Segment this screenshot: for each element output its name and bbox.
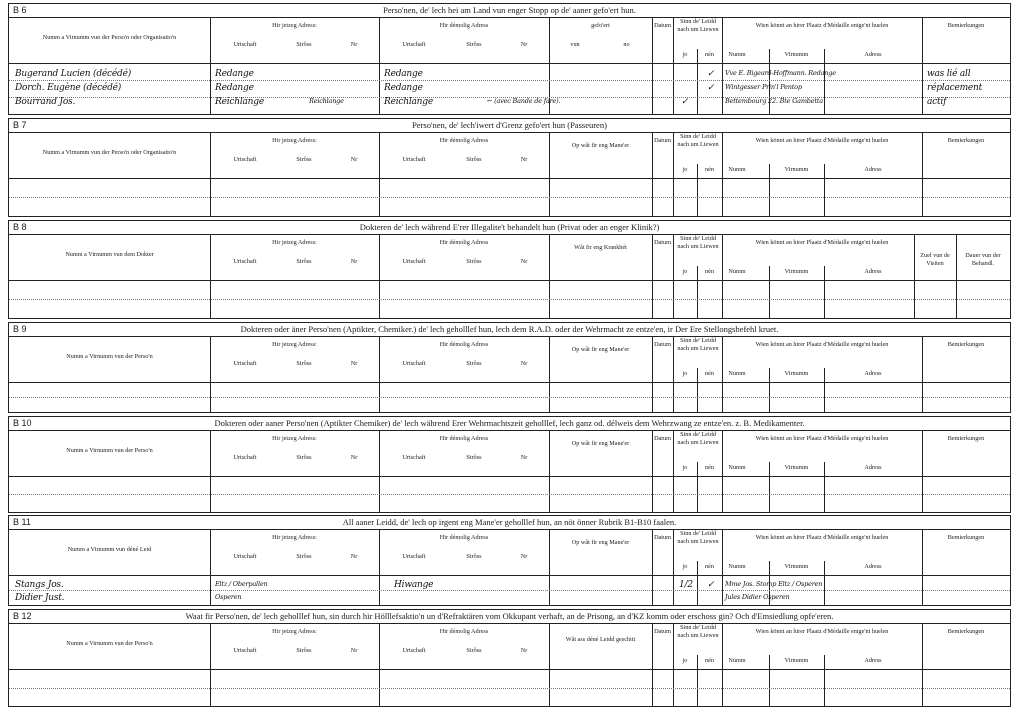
street-header: Strôss: [296, 360, 312, 367]
column-divider: [379, 234, 380, 318]
section-heading: Perso'nen, de' lech'iwert d'Grenz gefo'ert hun (Passeuren): [412, 120, 607, 130]
section-title-bar: [9, 221, 1010, 235]
medal-header: Wien könnt an hirer Plaatz d'Médaille entge'nt huelen: [755, 137, 889, 144]
former-address-header: Hir démolig Adress: [439, 341, 489, 348]
name-column-header: Numm a Virnumm vun der Perso'n: [66, 447, 153, 454]
place-header: Urtschaft: [402, 41, 426, 48]
current-address-header: Hir jetzeg Adress:: [272, 137, 317, 144]
yes-header: jo: [682, 166, 688, 173]
entry-name: Didier Just.: [15, 593, 65, 603]
entry-current-place: Osperen: [215, 593, 242, 601]
manner-header: Op wât fir eng Mane'er: [571, 539, 630, 546]
place-header: Urtschaft: [402, 360, 426, 367]
medal-address-header: Adress: [864, 464, 882, 471]
name-column-header: Numm a Virnumm vun der Perso'n oder Organisatio'n: [42, 34, 177, 41]
from-header: vun: [570, 41, 580, 48]
section-code: B 8: [13, 222, 27, 232]
row-guide: [9, 494, 1010, 495]
remarks-header: Bemierkungen: [947, 534, 985, 541]
header-divider: [9, 178, 1010, 179]
entry-medal-recipient: Jules Didier Osperen: [725, 593, 790, 601]
alive-no-mark: ✓: [707, 69, 715, 79]
column-divider: [210, 132, 211, 216]
section-heading: Dokteren oder äner Perso'nen (Aptikter, Chemiker.) de' lech geholllef hun, lech dem R.A.D. oder der Wehrmacht ze entze'en, ir Der Ere Stellongsbefehl kruet.: [240, 324, 779, 334]
place-header: Urtschaft: [233, 553, 257, 560]
header-divider: [9, 669, 1010, 670]
medal-surname-header: Numm: [728, 464, 746, 471]
entry-led-note: ← (avec Bande de fare).: [487, 97, 561, 105]
header-divider: [9, 280, 1010, 281]
column-divider: [379, 17, 380, 114]
led-header: gefo'ert: [591, 22, 610, 29]
section-code: B 11: [13, 517, 31, 527]
medal-address-header: Adress: [864, 657, 882, 664]
current-address-header: Hir jetzeg Adress:: [272, 22, 317, 29]
nr-header: Nr: [520, 553, 528, 560]
section-heading: Dokteren de' lech während E'rer Illegalite't behandelt hun (Privat oder an enger Klinik?): [359, 222, 660, 232]
alive-header: Sinn de' Leidd nach um Liewen: [677, 133, 719, 148]
medal-surname-header: Numm: [728, 51, 746, 58]
alive-header: Sinn de' Leidd nach um Liewen: [677, 624, 719, 639]
remarks-header: Bemierkungen: [947, 435, 985, 442]
column-divider: [673, 132, 674, 216]
what-happened-header: Wât ass déné Leidd geschitt: [565, 636, 636, 643]
duration-header: Dauer vun der Behandl.: [965, 252, 1001, 267]
medal-surname-header: Numm: [728, 166, 746, 173]
column-divider: [652, 17, 653, 114]
nr-header: Nr: [350, 647, 358, 654]
medal-address-header: Adress: [864, 370, 882, 377]
yes-header: jo: [682, 563, 688, 570]
entry-name: Bugerand Lucien (décédé): [15, 69, 132, 79]
entry-name: Bourrand Jos.: [15, 97, 76, 107]
former-address-header: Hir démolig Adress: [439, 435, 489, 442]
no-header: nén: [705, 464, 714, 471]
column-divider: [673, 623, 674, 706]
header-divider: [9, 575, 1010, 576]
section-heading: Dokteren oder aaner Perso'nen (Aptikter Chemiker) de' lech während Erer Wehrmachtszeit geholllef, lech ganz od. délweis dem Wehrzwang ze entze'en. z. B. Medikamenter.: [214, 418, 805, 428]
section-title-bar: [9, 610, 1010, 624]
current-address-header: Hir jetzeg Adress:: [272, 341, 317, 348]
no-header: nén: [705, 657, 714, 664]
section-title-bar: [9, 4, 1010, 18]
section-b7: [8, 118, 1011, 217]
yes-no-divider: [697, 49, 698, 114]
place-header: Urtschaft: [233, 360, 257, 367]
entry-former-place: Redange: [384, 69, 423, 79]
remarks-header: Bemierkungen: [947, 341, 985, 348]
nr-header: Nr: [520, 156, 528, 163]
manner-header: Op wât fir eng Mane'er: [571, 346, 630, 353]
section-code: B 9: [13, 324, 27, 334]
place-header: Urtschaft: [233, 647, 257, 654]
entry-current-street: Reichlange: [309, 97, 344, 105]
nr-header: Nr: [520, 454, 528, 461]
date-header: Datum: [654, 534, 671, 541]
column-divider: [914, 234, 915, 318]
street-header: Strôss: [466, 454, 482, 461]
section-heading: All aaner Leidd, de' lech op irgent eng Mane'er geholllef hun, an nöt önner Rubrik B1-B10 faalen.: [342, 517, 677, 527]
section-b8: [8, 220, 1011, 319]
place-header: Urtschaft: [402, 553, 426, 560]
nr-header: Nr: [350, 258, 358, 265]
section-code: B 7: [13, 120, 27, 130]
nr-header: Nr: [520, 258, 528, 265]
place-header: Urtschaft: [233, 156, 257, 163]
entry-remark: actif: [927, 97, 947, 107]
section-code: B 6: [13, 5, 27, 15]
former-address-header: Hir démolig Adress: [439, 137, 489, 144]
nr-header: Nr: [520, 41, 528, 48]
section-heading: Perso'nen, de' lech hei am Land vun enger Stopp op de' aaner gefo'ert hun.: [383, 5, 636, 15]
entry-current-place: Redange: [215, 69, 254, 79]
name-column-header: Numm a Virnumm vun der Perso'n: [66, 640, 153, 647]
nr-header: Nr: [350, 553, 358, 560]
nr-header: Nr: [520, 360, 528, 367]
entry-former-place: Redange: [384, 83, 423, 93]
visits-header: Zuel vun de Visiten: [920, 252, 950, 267]
row-guide: [9, 80, 1010, 81]
name-column-header: Numm a Virnumm vun dem Dokter: [65, 251, 154, 258]
entry-name: Stangs Jos.: [15, 580, 64, 590]
entry-medal-recipient: Wintgesser Prin'l Pentop: [725, 83, 802, 91]
entry-current-place: Eltz / Oberpallen: [215, 580, 268, 588]
name-column-header: Numm a Virnumm vun der Perso'n oder Organisatio'n: [42, 149, 177, 156]
place-header: Urtschaft: [402, 647, 426, 654]
place-header: Urtschaft: [233, 258, 257, 265]
nr-header: Nr: [520, 647, 528, 654]
row-guide: [9, 688, 1010, 689]
former-address-header: Hir démolig Adress: [439, 22, 489, 29]
medal-firstname-header: Virnumm: [784, 51, 809, 58]
section-title-bar: [9, 323, 1010, 337]
entry-name: Dorch. Eugène (décédé): [15, 83, 122, 93]
street-header: Strôss: [466, 156, 482, 163]
nr-header: Nr: [350, 41, 358, 48]
row-guide: [9, 299, 1010, 300]
section-b9: [8, 322, 1011, 413]
column-divider: [210, 17, 211, 114]
date-header: Datum: [654, 435, 671, 442]
alive-no-mark: ✓: [707, 83, 715, 93]
medal-surname-header: Numm: [728, 657, 746, 664]
medal-firstname-header: Virnumm: [784, 370, 809, 377]
date-header: Datum: [654, 628, 671, 635]
medal-firstname-header: Virnumm: [784, 166, 809, 173]
alive-mark: 1/2: [679, 580, 693, 590]
section-code: B 10: [13, 418, 32, 428]
medal-firstname-header: Virnumm: [784, 563, 809, 570]
name-column-header: Numm a Virnumm vun der Perso'n: [66, 353, 153, 360]
medal-header: Wien könnt an hirer Plaatz d'Médaille entge'nt huelen: [755, 534, 889, 541]
medal-address-header: Adress: [864, 268, 882, 275]
medal-address-header: Adress: [864, 166, 882, 173]
column-divider: [379, 132, 380, 216]
alive-no-mark: ✓: [707, 580, 715, 590]
current-address-header: Hir jetzeg Adress:: [272, 628, 317, 635]
street-header: Strôss: [466, 41, 482, 48]
medal-subdivider: [824, 49, 825, 114]
header-divider: [9, 476, 1010, 477]
section-b12: [8, 609, 1011, 707]
street-header: Strôss: [466, 647, 482, 654]
no-header: nén: [705, 51, 714, 58]
section-heading: Waat fir Perso'nen, de' lech geholllef hun, sin durch hir Hölllefsaktio'n un d'Refraktären vom Okkupant verhaft, an de Prisong, an d'KZ komm oder erschoss gin? Och d'Emsiedlung opfe'eren.: [185, 611, 834, 621]
yes-header: jo: [682, 268, 688, 275]
section-code: B 12: [13, 611, 32, 621]
medal-header: Wien könnt an hirer Plaatz d'Médaille entge'nt huelen: [755, 341, 889, 348]
column-divider: [922, 132, 923, 216]
medal-firstname-header: Virnumm: [784, 464, 809, 471]
remarks-header: Bemierkungen: [947, 628, 985, 635]
row-guide: [9, 397, 1010, 398]
column-divider: [652, 234, 653, 318]
alive-header: Sinn de' Leidd nach um Liewen: [677, 337, 719, 352]
nr-header: Nr: [350, 156, 358, 163]
section-title-bar: [9, 119, 1010, 133]
manner-header: Op wât fir eng Mane'er: [571, 142, 630, 149]
medal-address-header: Adress: [864, 563, 882, 570]
street-header: Strôss: [296, 454, 312, 461]
column-divider: [673, 234, 674, 318]
medal-header: Wien könnt an hirer Plaatz d'Médaille entge'nt huelen: [755, 628, 889, 635]
section-title-bar: [9, 516, 1010, 530]
medal-surname-header: Numm: [728, 268, 746, 275]
entry-former-place: Hiwange: [394, 580, 434, 590]
yes-header: jo: [682, 370, 688, 377]
nr-header: Nr: [350, 360, 358, 367]
medal-header: Wien könnt an hirer Plaatz d'Médaille entge'nt huelen: [755, 239, 889, 246]
street-header: Strôss: [296, 258, 312, 265]
yes-header: jo: [682, 657, 688, 664]
entry-medal-recipient: Mme Jos. Stomp Eltz / Osperen: [725, 580, 823, 588]
header-divider: [9, 382, 1010, 383]
yes-header: jo: [682, 51, 688, 58]
remarks-header: Bemierkungen: [947, 22, 985, 29]
form-sheet: [8, 3, 1011, 709]
entry-former-place: Reichlange: [384, 97, 433, 107]
place-header: Urtschaft: [402, 258, 426, 265]
current-address-header: Hir jetzeg Adress:: [272, 239, 317, 246]
yes-header: jo: [682, 464, 688, 471]
place-header: Urtschaft: [233, 454, 257, 461]
column-divider: [722, 623, 723, 706]
former-address-header: Hir démolig Adress: [439, 534, 489, 541]
street-header: Strôss: [296, 156, 312, 163]
date-header: Datum: [654, 137, 671, 144]
section-b11: [8, 515, 1011, 606]
medal-surname-header: Numm: [728, 370, 746, 377]
medal-header: Wien könnt an hirer Plaatz d'Médaille entge'nt huelen: [755, 22, 889, 29]
section-b10: [8, 416, 1011, 513]
no-header: nén: [705, 370, 714, 377]
entry-medal-recipient: Vve E. Bigeard-Hoffmann. Redange: [725, 69, 836, 77]
street-header: Strôss: [296, 553, 312, 560]
row-guide: [9, 590, 1010, 591]
date-header: Datum: [654, 341, 671, 348]
column-divider: [722, 234, 723, 318]
date-header: Datum: [654, 22, 671, 29]
entry-current-place: Reichlange: [215, 97, 264, 107]
medal-address-header: Adress: [864, 51, 882, 58]
street-header: Strôss: [296, 41, 312, 48]
entry-remark: was lié all: [927, 69, 971, 79]
current-address-header: Hir jetzeg Adress:: [272, 534, 317, 541]
former-address-header: Hir démolig Adress: [439, 628, 489, 635]
entry-remark: réplacement: [927, 83, 983, 93]
current-address-header: Hir jetzeg Adress:: [272, 435, 317, 442]
section-b6: [8, 3, 1011, 115]
medal-firstname-header: Virnumm: [784, 268, 809, 275]
to-header: no: [623, 41, 630, 48]
nr-header: Nr: [350, 454, 358, 461]
column-divider: [673, 17, 674, 114]
alive-yes-mark: ✓: [681, 97, 689, 107]
street-header: Strôss: [296, 647, 312, 654]
column-divider: [722, 132, 723, 216]
street-header: Strôss: [466, 553, 482, 560]
header-divider: [9, 63, 1010, 64]
street-header: Strôss: [466, 258, 482, 265]
row-guide: [9, 197, 1010, 198]
place-header: Urtschaft: [402, 156, 426, 163]
former-address-header: Hir démolig Adress: [439, 239, 489, 246]
no-header: nén: [705, 268, 714, 275]
column-divider: [652, 132, 653, 216]
medal-surname-header: Numm: [728, 563, 746, 570]
name-column-header: Numm a Virnumm vun déné Leid: [67, 546, 152, 553]
no-header: nén: [705, 166, 714, 173]
date-header: Datum: [654, 239, 671, 246]
alive-header: Sinn de' Leidd nach um Liewen: [677, 235, 719, 250]
no-header: nén: [705, 563, 714, 570]
entry-medal-recipient: Bettembourg 22. Bte Gambetta: [725, 97, 823, 105]
illness-header: Wât fir eng Krankhét: [574, 244, 627, 251]
medal-firstname-header: Virnumm: [784, 657, 809, 664]
column-divider: [922, 17, 923, 114]
alive-header: Sinn de' Leidd nach um Liewen: [677, 18, 719, 33]
column-divider: [956, 234, 957, 318]
manner-header: Op wât fir eng Mane'er: [571, 440, 630, 447]
place-header: Urtschaft: [233, 41, 257, 48]
column-divider: [722, 17, 723, 114]
alive-header: Sinn de' Leidd nach um Liewen: [677, 530, 719, 545]
place-header: Urtschaft: [402, 454, 426, 461]
remarks-header: Bemierkungen: [947, 137, 985, 144]
entry-current-place: Redange: [215, 83, 254, 93]
column-divider: [210, 234, 211, 318]
section-title-bar: [9, 417, 1010, 431]
medal-header: Wien könnt an hirer Plaatz d'Médaille entge'nt huelen: [755, 435, 889, 442]
alive-header: Sinn de' Leidd nach um Liewen: [677, 431, 719, 446]
street-header: Strôss: [466, 360, 482, 367]
